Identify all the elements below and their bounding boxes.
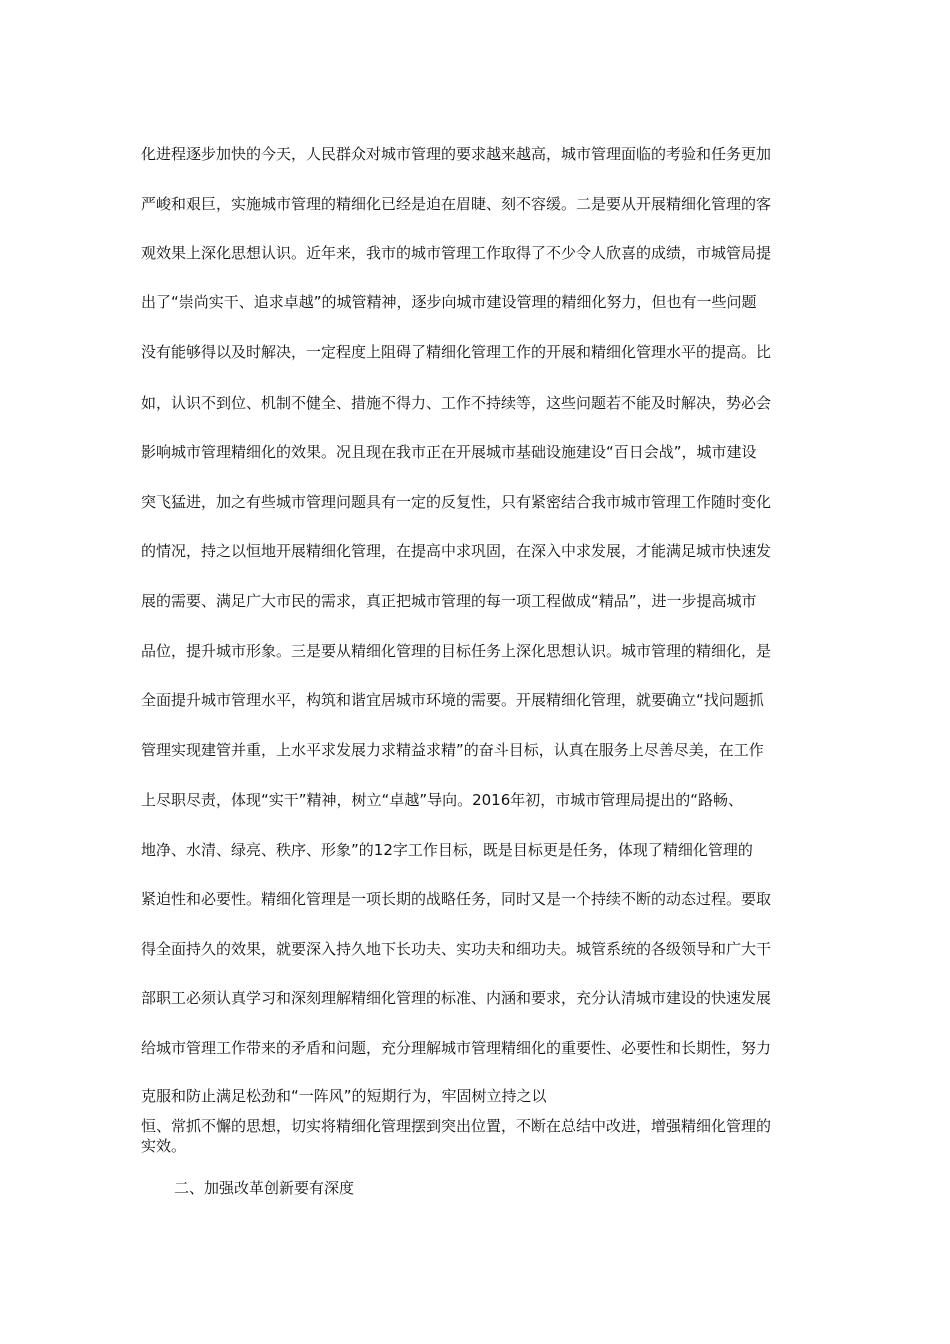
paragraph-line: 化进程逐步加快的今天，人民群众对城市管理的要求越来越高，城市管理面临的考验和任务更加: [141, 145, 772, 163]
paragraph-line: 得全面持久的效果，就要深入持久地下长功夫、实功夫和细功夫。城管系统的各级领导和广大干: [141, 940, 772, 958]
paragraph-line: 地净、水清、绿亮、秩序、形象”的12字工作目标，既是目标更是任务，体现了精细化管理的: [141, 841, 753, 859]
paragraph-line: 突飞猛进，加之有些城市管理问题具有一定的反复性，只有紧密结合我市城市管理工作随时变化: [141, 493, 772, 511]
paragraph-line: 上尽职尽责，体现“实干”精神，树立“卓越”导向。2016年初，市城市管理局提出的“路畅、: [141, 791, 744, 809]
paragraph-line: 克服和防止满足松劲和“一阵风”的短期行为，牢固树立持之以: [141, 1087, 547, 1105]
paragraph-line: 品位，提升城市形象。三是要从精细化管理的目标任务上深化思想认识。城市管理的精细化，是: [141, 642, 772, 660]
paragraph-line: 影响城市管理精细化的效果。况且现在我市正在开展城市基础设施建设“百日会战”，城市建设: [141, 443, 757, 461]
paragraph-line: 如，认识不到位、机制不健全、措施不得力、工作不持续等，这些问题若不能及时解决，势必会: [141, 394, 772, 412]
section-heading: 二、加强改革创新要有深度: [174, 1179, 355, 1197]
paragraph-line: 紧迫性和必要性。精细化管理是一项长期的战略任务，同时又是一个持续不断的动态过程。要取: [141, 890, 772, 908]
paragraph-line: 管理实现建管并重，上水平求发展力求精益求精”的奋斗目标，认真在服务上尽善尽美，在工作: [141, 741, 764, 759]
paragraph-line: 观效果上深化思想认识。近年来，我市的城市管理工作取得了不少令人欣喜的成绩，市城管局提: [141, 244, 772, 262]
paragraph-line: 实效。: [141, 1137, 187, 1155]
paragraph-line: 给城市管理工作带来的矛盾和问题，充分理解城市管理精细化的重要性、必要性和长期性，努力: [141, 1039, 772, 1057]
paragraph-line: 严峻和艰巨，实施城市管理的精细化已经是迫在眉睫、刻不容缓。二是要从开展精细化管理的客: [141, 195, 772, 213]
paragraph-line: 展的需要、满足广大市民的需求，真正把城市管理的每一项工程做成“精品”，进一步提高城市: [141, 592, 757, 610]
paragraph-line: 恒、常抓不懈的思想，切实将精细化管理摆到突出位置，不断在总结中改进，增强精细化管理的: [141, 1117, 772, 1135]
paragraph-line: 部职工必须认真学习和深刻理解精细化管理的标准、内涵和要求，充分认清城市建设的快速发展: [141, 989, 772, 1007]
paragraph-line: 的情况，持之以恒地开展精细化管理，在提高中求巩固，在深入中求发展，才能满足城市快速发: [141, 542, 772, 560]
paragraph-line: 全面提升城市管理水平，构筑和谐宜居城市环境的需要。开展精细化管理，就要确立“找问题抓: [141, 691, 764, 709]
paragraph-line: 没有能够得以及时解决，一定程度上阻碍了精细化管理工作的开展和精细化管理水平的提高。比: [141, 343, 772, 361]
paragraph-line: 出了“崇尚实干、追求卓越”的城管精神，逐步向城市建设管理的精细化努力，但也有一些问题: [141, 293, 757, 311]
